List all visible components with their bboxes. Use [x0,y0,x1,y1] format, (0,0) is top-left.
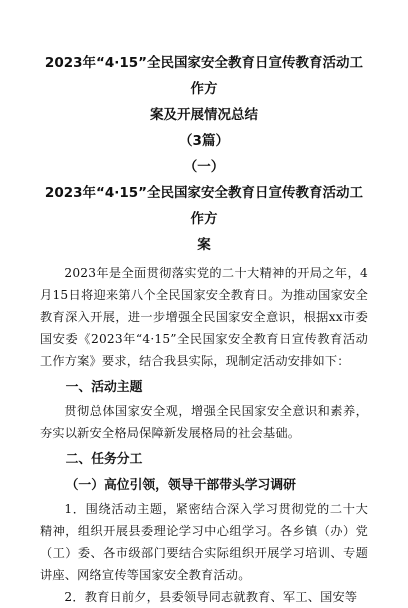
heading-activity-theme: 一、活动主题 [65,380,143,395]
document-title-line-1: 2023年“4·15”全民国家安全教育日宣传教育活动工作方 [44,55,364,97]
document-count-note: （3篇） [179,133,229,149]
heading-task-division: 二、任务分工 [65,452,143,467]
task-paragraph-2: 2．教育日前夕，县委领导同志就教育、军工、国安等 [64,590,358,604]
section-title-line-2: 案 [197,237,211,253]
intro-paragraph: 2023年是全面贯彻落实党的二十大精神的开局之年，4月15日将迎来第八个全民国家安全教育日。为推动国家安全教育深入开展，进一步增强全民国家安全意识，根据xx市委国安委《2023年“4·15”全民国家安全教育日宣传教育活动工作方案》要求，结合我县实际，现制定活动安排如下： [40,266,368,368]
section-marker: （一） [183,159,225,175]
task-paragraph-1: 1．围绕活动主题，紧密结合深入学习贯彻党的二十大精神，组织开展县委理论学习中心组学习。各乡镇（办）党（工）委、各市级部门要结合实际组织开展学习培训、专题讲座、网络宣传等国家安全教育活动。 [40,502,368,582]
theme-paragraph: 贯彻总体国家安全观，增强全民国家安全意识和素养，夯实以新安全格局保障新发展格局的社会基础。 [40,404,368,440]
section-title-line-1: 2023年“4·15”全民国家安全教育日宣传教育活动工作方 [44,185,364,227]
document-title-line-2: 案及开展情况总结 [150,107,258,123]
subheading-leadership: （一）高位引领，领导干部带头学习调研 [65,478,296,493]
